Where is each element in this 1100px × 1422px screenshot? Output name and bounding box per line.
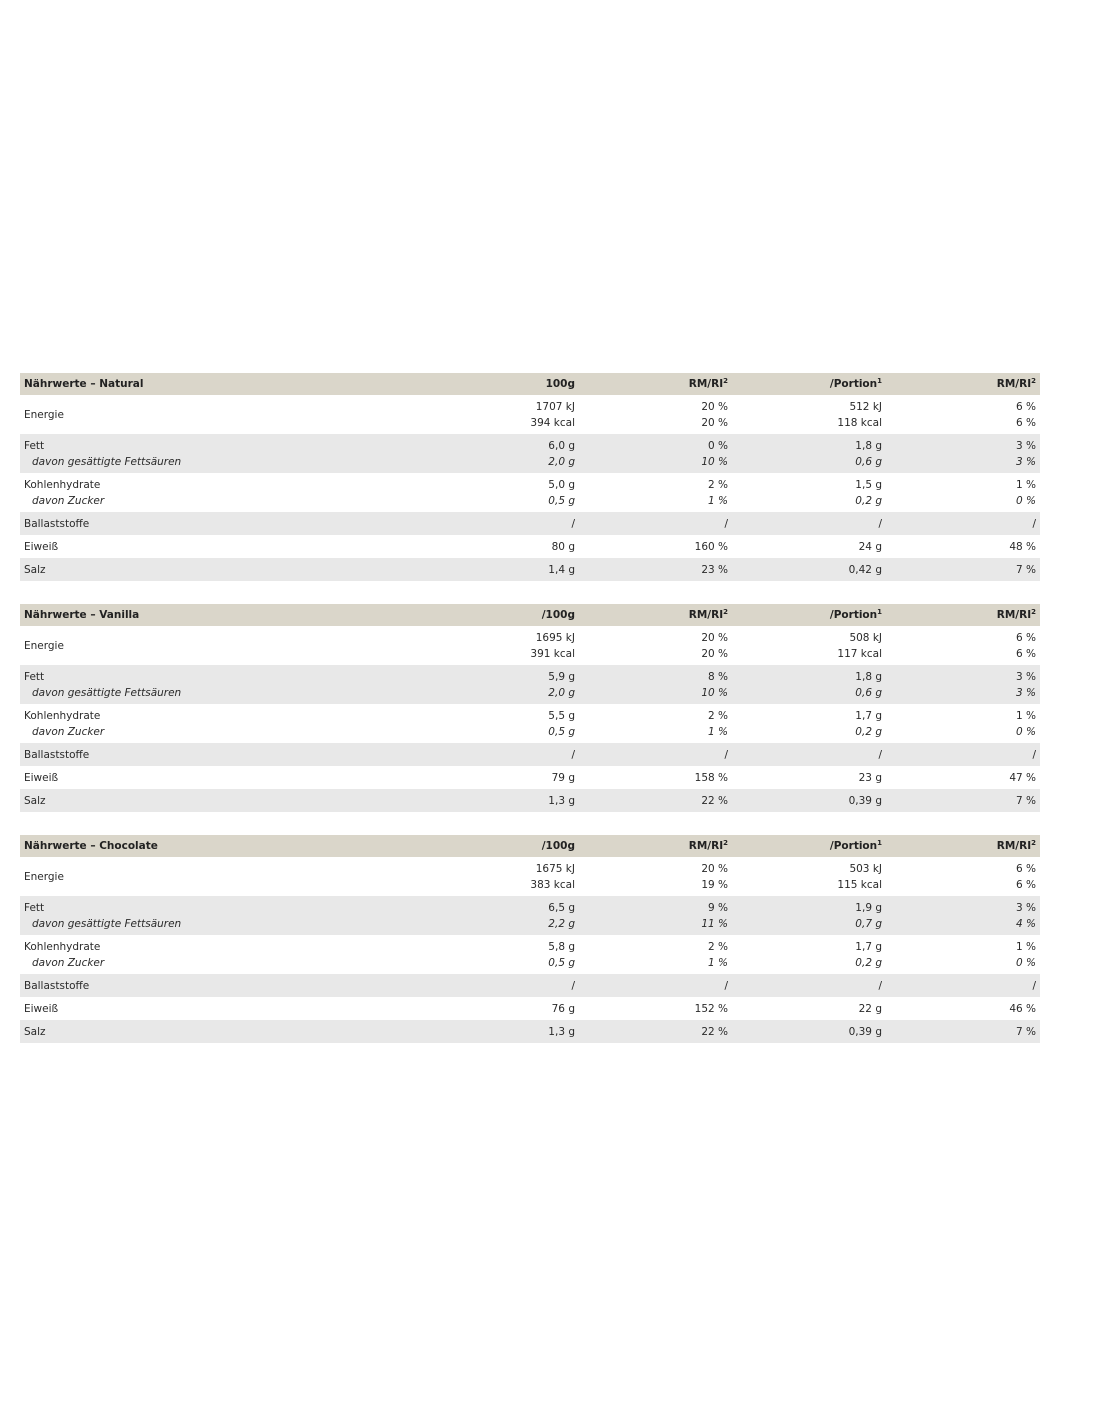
footnote-marker: 2 — [1031, 839, 1036, 847]
footnote-marker: 2 — [723, 377, 728, 385]
cell-portion: 23 g — [858, 771, 882, 784]
cell-rmri-100: 20 % 20 % — [701, 631, 728, 660]
cell-portion: 0,42 g — [848, 563, 882, 576]
sub-row-label: davon gesättigte Fettsäuren — [32, 917, 182, 930]
table-title: Nährwerte – Chocolate — [24, 840, 158, 852]
cell-rmri-portion: 1 % 0 % — [1016, 940, 1036, 969]
row-ballaststoffe — [20, 512, 1040, 535]
row-fett — [20, 434, 1040, 473]
cell-rmri-100: 2 % 1 % — [708, 940, 728, 969]
cell-rmri-portion: 6 % 6 % — [1016, 631, 1036, 660]
cell-per100: 79 g — [551, 771, 575, 784]
cell-rmri-100: 20 % 19 % — [701, 862, 728, 891]
cell-rmri-portion: 1 % 0 % — [1016, 709, 1036, 738]
cell-rmri-portion: 7 % — [1016, 794, 1036, 807]
table-header-row — [20, 604, 1040, 626]
cell-rmri-portion: 3 % 4 % — [1016, 901, 1036, 930]
row-label: Kohlenhydrate davon Zucker — [20, 935, 426, 974]
cell-per100: 1695 kJ 391 kcal — [530, 631, 575, 660]
cell-rmri-portion: 47 % — [1009, 771, 1036, 784]
cell-rmri-portion: / — [1032, 748, 1036, 761]
row-label: Kohlenhydrate davon Zucker — [20, 704, 426, 743]
row-fett — [20, 896, 1040, 935]
row-label: Eiweiß — [24, 1002, 59, 1015]
footnote-marker: 2 — [723, 839, 728, 847]
cell-rmri-portion: / — [1032, 517, 1036, 530]
row-kohlenhydrate — [20, 473, 1040, 512]
cell-rmri-100: 23 % — [701, 563, 728, 576]
row-fett — [20, 665, 1040, 704]
row-label: Eiweiß — [24, 540, 59, 553]
table-header-row — [20, 373, 1040, 395]
row-label: Fett davon gesättigte Fettsäuren — [20, 434, 426, 473]
cell-rmri-portion: 6 % 6 % — [1016, 400, 1036, 429]
row-label: Ballaststoffe — [24, 979, 90, 992]
row-ballaststoffe — [20, 974, 1040, 997]
footnote-marker: 2 — [1031, 608, 1036, 616]
cell-per100: 1707 kJ 394 kcal — [530, 400, 575, 429]
nutrition-table — [20, 604, 1040, 812]
row-label: Fett davon gesättigte Fettsäuren — [20, 665, 426, 704]
row-label: Salz — [24, 1025, 46, 1038]
cell-rmri-100: 20 % 20 % — [701, 400, 728, 429]
cell-portion: 1,7 g 0,2 g — [855, 940, 882, 969]
row-label: Fett davon gesättigte Fettsäuren — [20, 896, 426, 935]
row-label: Energie — [24, 408, 64, 421]
table-header-row — [20, 835, 1040, 857]
cell-rmri-100: 22 % — [701, 1025, 728, 1038]
cell-per100: 1,3 g — [548, 1025, 575, 1038]
cell-per100: 1,4 g — [548, 563, 575, 576]
cell-rmri-portion: 48 % — [1009, 540, 1036, 553]
cell-rmri-portion: 46 % — [1009, 1002, 1036, 1015]
cell-rmri-portion: 1 % 0 % — [1016, 478, 1036, 507]
cell-rmri-100: / — [724, 748, 728, 761]
row-label: Ballaststoffe — [24, 748, 90, 761]
cell-per100: 6,5 g 2,2 g — [548, 901, 575, 930]
row-label: Ballaststoffe — [24, 517, 90, 530]
cell-rmri-portion: / — [1032, 979, 1036, 992]
row-kohlenhydrate — [20, 704, 1040, 743]
row-energie — [20, 395, 1040, 434]
cell-rmri-100: 158 % — [694, 771, 728, 784]
col-header-rmri-portion: $RM/RI^2$ — [996, 839, 1036, 852]
cell-rmri-100: 2 % 1 % — [708, 478, 728, 507]
sub-row-label: davon Zucker — [32, 494, 105, 507]
cell-per100: 5,0 g 0,5 g — [548, 478, 575, 507]
cell-per100: 5,5 g 0,5 g — [548, 709, 575, 738]
cell-rmri-100: 9 % 11 % — [701, 901, 728, 930]
row-salz — [20, 789, 1040, 812]
row-label: Energie — [24, 639, 64, 652]
footnote-marker: 1 — [877, 839, 882, 847]
sub-row-label: davon Zucker — [32, 725, 105, 738]
cell-rmri-100: 160 % — [694, 540, 728, 553]
cell-per100: 5,9 g 2,0 g — [548, 670, 575, 699]
row-salz — [20, 558, 1040, 581]
row-eiweiss — [20, 535, 1040, 558]
cell-per100: 5,8 g 0,5 g — [548, 940, 575, 969]
sub-row-label: davon gesättigte Fettsäuren — [32, 686, 182, 699]
cell-rmri-100: / — [724, 979, 728, 992]
cell-portion: / — [878, 748, 882, 761]
cell-portion: 1,7 g 0,2 g — [855, 709, 882, 738]
cell-portion: 0,39 g — [848, 794, 882, 807]
cell-rmri-100: 152 % — [694, 1002, 728, 1015]
row-salz — [20, 1020, 1040, 1043]
col-header-per100: 100g — [545, 378, 575, 390]
cell-per100: 80 g — [551, 540, 575, 553]
sub-row-label: davon gesättigte Fettsäuren — [32, 455, 182, 468]
col-header-portion: /Portion$^1$ — [829, 839, 882, 852]
cell-per100: / — [571, 979, 575, 992]
cell-portion: / — [878, 979, 882, 992]
row-label: Eiweiß — [24, 771, 59, 784]
row-label: Energie — [24, 870, 64, 883]
cell-rmri-100: 22 % — [701, 794, 728, 807]
cell-per100: 1,3 g — [548, 794, 575, 807]
cell-portion: 1,8 g 0,6 g — [855, 670, 882, 699]
cell-portion: 1,8 g 0,6 g — [855, 439, 882, 468]
cell-portion: 508 kJ 117 kcal — [837, 631, 882, 660]
nutrition-table — [20, 835, 1040, 1043]
table-title: Nährwerte – Vanilla — [24, 609, 140, 621]
cell-portion: 24 g — [858, 540, 882, 553]
col-header-rmri-100: $RM/RI^2$ — [688, 608, 728, 621]
row-energie — [20, 626, 1040, 665]
row-energie — [20, 857, 1040, 896]
cell-portion: 0,39 g — [848, 1025, 882, 1038]
col-header-rmri-100: $RM/RI^2$ — [688, 377, 728, 390]
cell-rmri-portion: 3 % 3 % — [1016, 439, 1036, 468]
cell-portion: 22 g — [858, 1002, 882, 1015]
cell-rmri-portion: 7 % — [1016, 1025, 1036, 1038]
row-label: Salz — [24, 563, 46, 576]
cell-rmri-100: 8 % 10 % — [701, 670, 728, 699]
row-eiweiss — [20, 766, 1040, 789]
table-title: Nährwerte – Natural — [24, 378, 144, 390]
sub-row-label: davon Zucker — [32, 956, 105, 969]
nutrition-table — [20, 373, 1040, 581]
cell-per100: / — [571, 517, 575, 530]
row-eiweiss — [20, 997, 1040, 1020]
nutrition-tables — [20, 373, 1040, 1066]
cell-rmri-portion: 6 % 6 % — [1016, 862, 1036, 891]
cell-rmri-100: 2 % 1 % — [708, 709, 728, 738]
cell-portion: / — [878, 517, 882, 530]
cell-rmri-100: / — [724, 517, 728, 530]
col-header-rmri-100: $RM/RI^2$ — [688, 839, 728, 852]
footnote-marker: 1 — [877, 377, 882, 385]
cell-portion: 1,9 g 0,7 g — [855, 901, 882, 930]
cell-per100: / — [571, 748, 575, 761]
cell-per100: 76 g — [551, 1002, 575, 1015]
col-header-per100: /100g — [541, 840, 575, 852]
footnote-marker: 2 — [723, 608, 728, 616]
col-header-rmri-portion: $RM/RI^2$ — [996, 377, 1036, 390]
col-header-per100: /100g — [541, 609, 575, 621]
row-label: Kohlenhydrate davon Zucker — [20, 473, 426, 512]
cell-rmri-portion: 7 % — [1016, 563, 1036, 576]
col-header-portion: /Portion$^1$ — [829, 608, 882, 621]
cell-per100: 1675 kJ 383 kcal — [530, 862, 575, 891]
col-header-portion: /Portion$^1$ — [829, 377, 882, 390]
cell-portion: 512 kJ 118 kcal — [837, 400, 882, 429]
cell-rmri-portion: 3 % 3 % — [1016, 670, 1036, 699]
footnote-marker: 1 — [877, 608, 882, 616]
footnote-marker: 2 — [1031, 377, 1036, 385]
row-ballaststoffe — [20, 743, 1040, 766]
cell-portion: 503 kJ 115 kcal — [837, 862, 882, 891]
row-label: Salz — [24, 794, 46, 807]
cell-per100: 6,0 g 2,0 g — [548, 439, 575, 468]
cell-rmri-100: 0 % 10 % — [701, 439, 728, 468]
row-kohlenhydrate — [20, 935, 1040, 974]
cell-portion: 1,5 g 0,2 g — [855, 478, 882, 507]
col-header-rmri-portion: $RM/RI^2$ — [996, 608, 1036, 621]
